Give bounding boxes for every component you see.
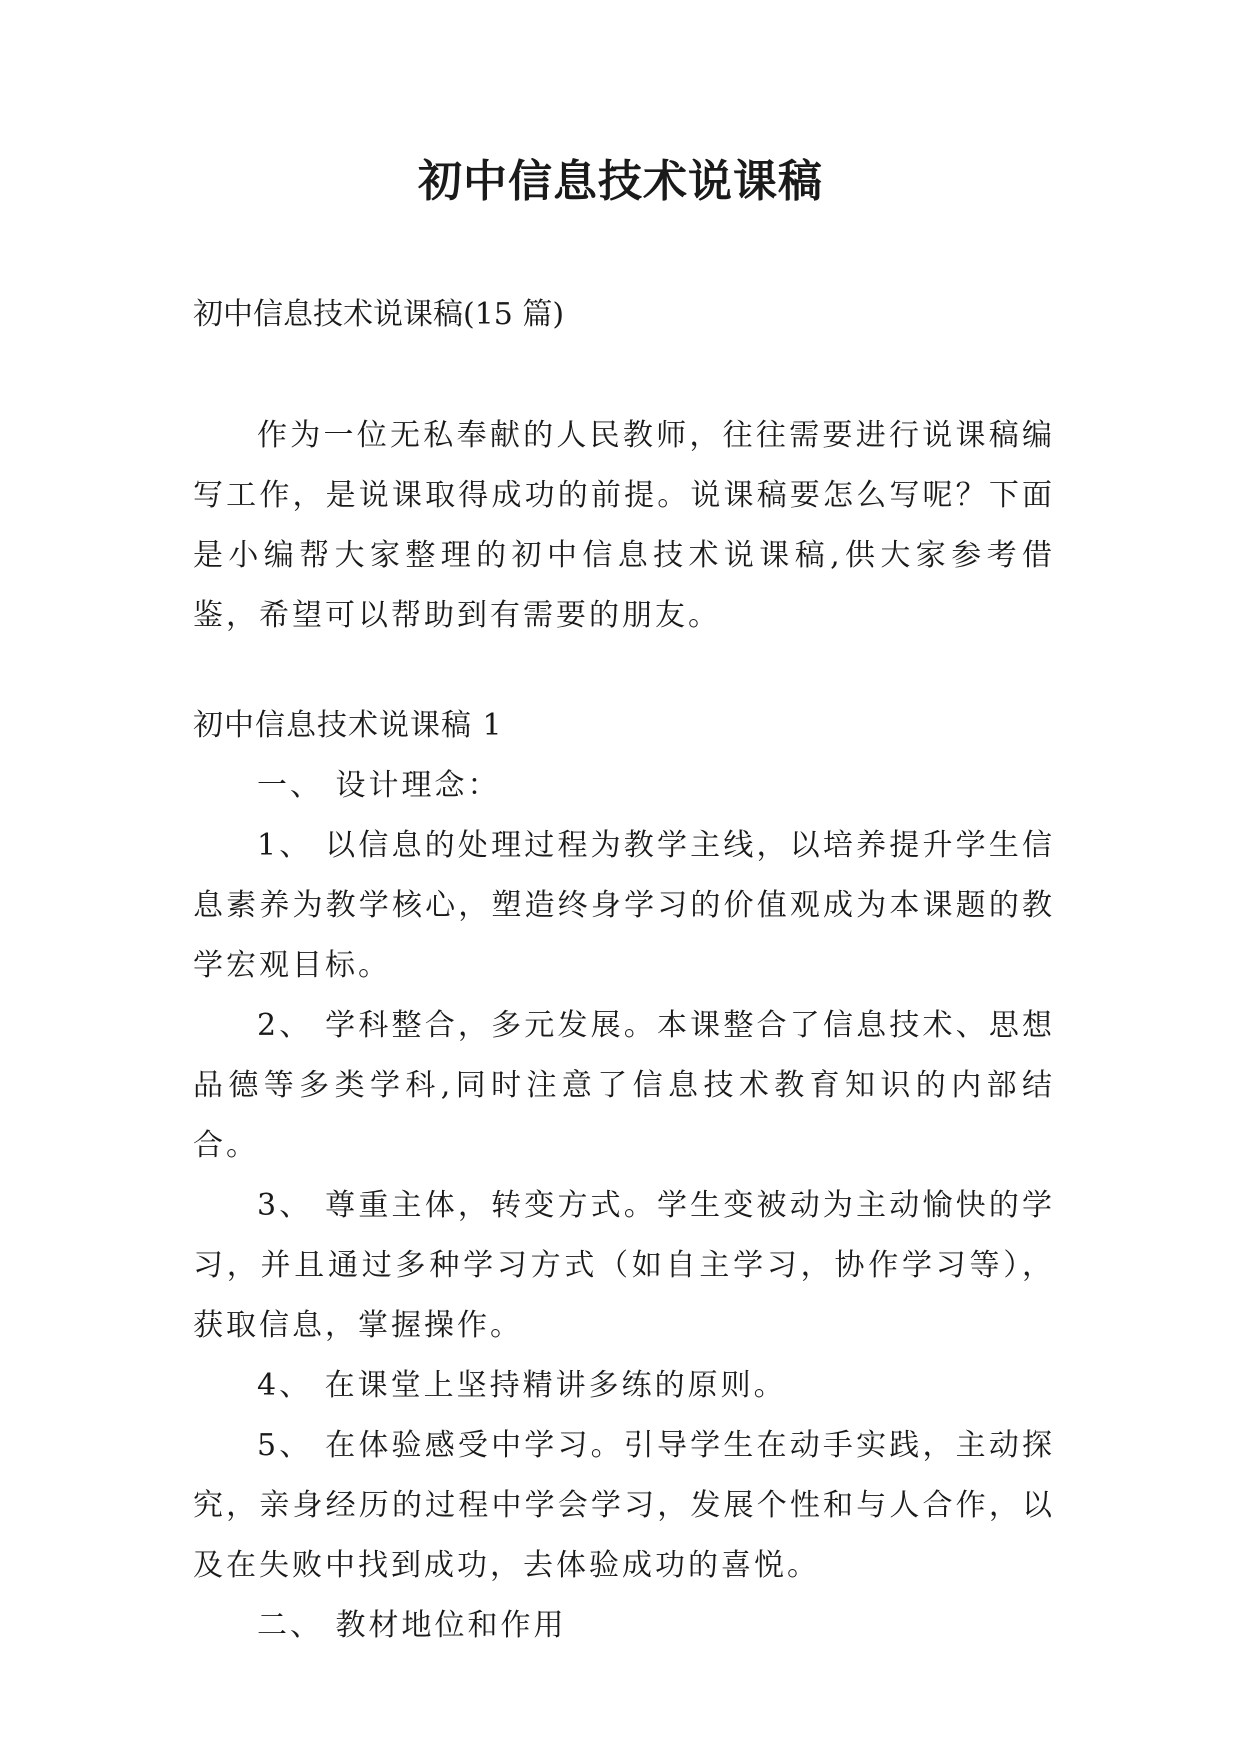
paragraph-item-4: 4、 在课堂上坚持精讲多练的原则。: [257, 1368, 787, 1403]
paragraph-item-1: 1、 以信息的处理过程为教学主线，以培养提升学生信息素养为教学核心，塑造终身学习的价值观成为本课题的教学宏观目标。: [193, 828, 1055, 983]
paragraph-textbook-role: 二、 教材地位和作用: [257, 1608, 567, 1643]
paragraph-item-5: 5、 在体验感受中学习。引导学生在动手实践，主动探究，亲身经历的过程中学会学习，发展个性和与人合作，以及在失败中找到成功，去体验成功的喜悦。: [193, 1428, 1055, 1583]
intro-block: [193, 406, 1055, 646]
section-heading: 初中信息技术说课稿 1: [193, 708, 503, 743]
page-title: 初中信息技术说课稿: [418, 156, 823, 207]
intro-paragraph: 作为一位无私奉献的人民教师，往往需要进行说课稿编写工作，是说课取得成功的前提。说课稿要怎么写呢？下面是小编帮大家整理的初中信息技术说课稿,供大家参考借鉴，希望可以帮助到有需要的朋友。: [193, 418, 1055, 633]
section-1: [193, 696, 1055, 1656]
paragraph-item-3: 3、 尊重主体，转变方式。学生变被动为主动愉快的学习，并且通过多种学习方式（如自主学习，协作学习等），获取信息，掌握操作。: [193, 1188, 1055, 1343]
paragraph-item-2: 2、 学科整合，多元发展。本课整合了信息技术、思想品德等多类学科,同时注意了信息技术教育知识的内部结合。: [193, 1008, 1055, 1163]
paragraph-design-concept: 一、 设计理念：: [257, 768, 501, 803]
document-subtitle: 初中信息技术说课稿(15 篇): [193, 297, 565, 332]
